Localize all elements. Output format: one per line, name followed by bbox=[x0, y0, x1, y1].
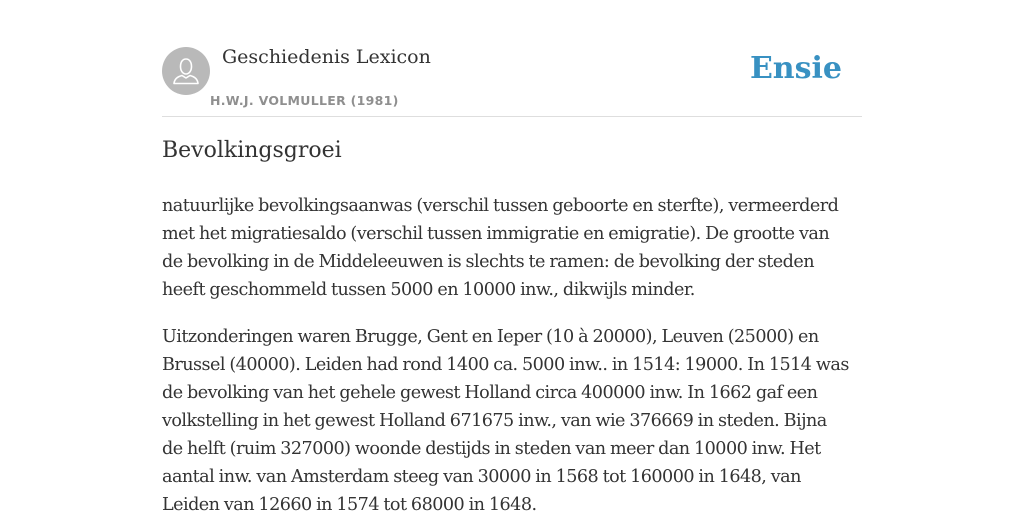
paragraph-1 bbox=[162, 192, 862, 304]
text-line: heeft geschommeld tussen 5000 en 10000 inw., dikwijls minder. bbox=[162, 280, 695, 300]
entry-title: Bevolkingsgroei bbox=[162, 138, 342, 163]
text-line: met het migratiesaldo (verschil tussen immigratie en emigratie). De grootte van bbox=[162, 224, 830, 244]
text-line: aantal inw. van Amsterdam steeg van 30000 in 1568 tot 160000 in 1648, van bbox=[162, 467, 801, 487]
text-line: natuurlijke bevolkingsaanwas (verschil tussen geboorte en sterfte), vermeerderd bbox=[162, 196, 839, 216]
text-line: Brussel (40000). Leiden had rond 1400 ca. 5000 inw.. in 1514: 19000. In 1514 was bbox=[162, 355, 849, 375]
text-line: Uitzonderingen waren Brugge, Gent en Ieper (10 à 20000), Leuven (25000) en bbox=[162, 327, 819, 347]
text-line: volkstelling in het gewest Holland 671675 inw., van wie 376669 in steden. Bijna bbox=[162, 411, 827, 431]
brand-logo[interactable]: Ensie bbox=[749, 51, 842, 86]
text-line: de bevolking van het gehele gewest Holland circa 400000 inw. In 1662 gaf een bbox=[162, 383, 818, 403]
text-line: de helft (ruim 327000) woonde destijds in steden van meer dan 10000 inw. Het bbox=[162, 439, 821, 459]
source-author[interactable]: H.W.J. VOLMULLER (1981) bbox=[210, 93, 399, 108]
source-title[interactable]: Geschiedenis Lexicon bbox=[222, 46, 431, 68]
text-line: Leiden van 12660 in 1574 tot 68000 in 1648. bbox=[162, 495, 537, 512]
entry-body bbox=[162, 192, 862, 512]
text-line: de bevolking in de Middeleeuwen is slechts te ramen: de bevolking der steden bbox=[162, 252, 815, 272]
user-silhouette-icon bbox=[162, 47, 210, 95]
source-header bbox=[162, 44, 862, 117]
paragraph-2 bbox=[162, 323, 862, 512]
